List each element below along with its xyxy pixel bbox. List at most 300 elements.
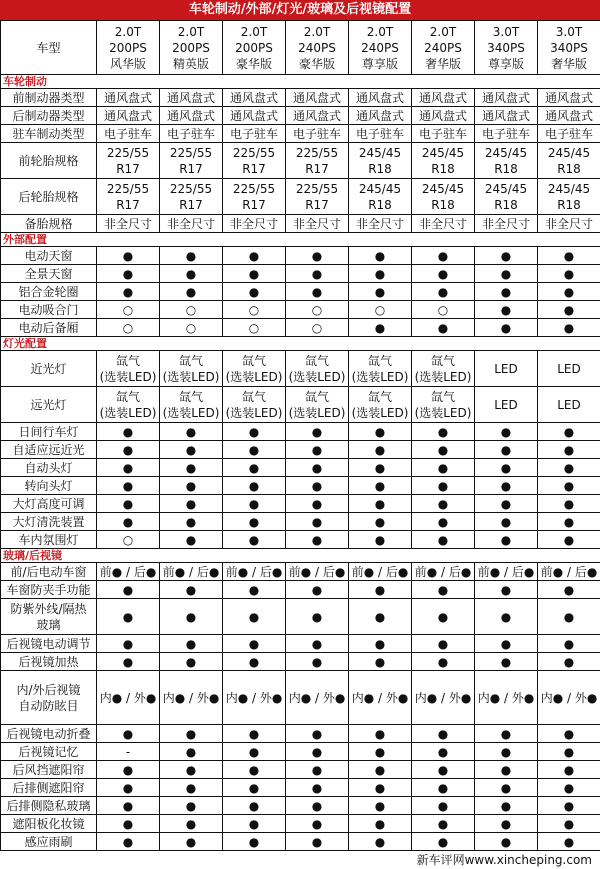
cell-text: (选装LED) bbox=[289, 370, 346, 384]
value-cell bbox=[475, 495, 538, 513]
value-cell bbox=[223, 107, 286, 125]
cell-text: 245/45 bbox=[359, 146, 401, 160]
cell-text: ● bbox=[564, 799, 574, 813]
value-cell bbox=[412, 531, 475, 549]
cell-text: ● bbox=[375, 497, 385, 511]
cell-text: 转向头灯 bbox=[24, 479, 72, 493]
cell-text: ● bbox=[312, 745, 322, 759]
value-cell bbox=[412, 833, 475, 851]
cell-text: 非全尺寸 bbox=[230, 217, 278, 231]
cell-text: 电子驻车 bbox=[104, 127, 152, 141]
value-cell bbox=[286, 513, 349, 531]
value-cell bbox=[349, 563, 412, 581]
cell-text: ● bbox=[438, 583, 448, 597]
cell-text: ● bbox=[564, 835, 574, 849]
cell-text: ○ bbox=[123, 303, 133, 317]
cell-text: ● bbox=[312, 461, 322, 475]
value-cell bbox=[97, 423, 160, 441]
value-cell bbox=[538, 495, 600, 513]
value-cell bbox=[97, 581, 160, 599]
value-cell bbox=[97, 107, 160, 125]
value-cell bbox=[286, 743, 349, 761]
cell-text: 245/45 bbox=[485, 146, 527, 160]
cell-text: ● bbox=[123, 497, 133, 511]
value-cell bbox=[538, 387, 600, 423]
cell-text: 2.0T bbox=[115, 25, 141, 39]
cell-text: 240PS bbox=[298, 41, 336, 55]
cell-text: ● bbox=[312, 781, 322, 795]
value-cell bbox=[97, 387, 160, 423]
cell-text: 225/55 bbox=[296, 146, 338, 160]
cell-text: 245/45 bbox=[359, 182, 401, 196]
cell-text: ● bbox=[564, 249, 574, 263]
row-label bbox=[1, 653, 97, 671]
spec-row bbox=[1, 477, 600, 495]
spec-row bbox=[1, 671, 600, 725]
cell-text: ● bbox=[123, 655, 133, 669]
cell-text: ● bbox=[186, 610, 196, 624]
value-cell bbox=[223, 495, 286, 513]
value-cell bbox=[412, 563, 475, 581]
value-cell bbox=[223, 441, 286, 459]
cell-text: 内● / 外● bbox=[478, 691, 535, 705]
cell-text: ● bbox=[249, 497, 259, 511]
value-cell bbox=[160, 761, 223, 779]
cell-text: ● bbox=[186, 817, 196, 831]
cell-text: 通风盘式 bbox=[482, 91, 530, 105]
cell-text: ● bbox=[501, 497, 511, 511]
cell-text: 后轮胎规格 bbox=[18, 190, 78, 204]
cell-text: ● bbox=[249, 817, 259, 831]
cell-text: 245/45 bbox=[422, 182, 464, 196]
trim-header-4 bbox=[286, 21, 349, 75]
cell-text: ● bbox=[501, 479, 511, 493]
cell-text: 铝合金轮圈 bbox=[18, 285, 78, 299]
value-cell bbox=[475, 761, 538, 779]
cell-text: (选装LED) bbox=[100, 406, 157, 420]
value-cell bbox=[412, 477, 475, 495]
cell-text: ○ bbox=[123, 533, 133, 547]
trim-header-8 bbox=[538, 21, 600, 75]
value-cell bbox=[475, 247, 538, 265]
cell-text: 前● / 后● bbox=[415, 565, 472, 579]
cell-text: 前轮胎规格 bbox=[18, 154, 78, 168]
value-cell bbox=[349, 833, 412, 851]
value-cell bbox=[349, 599, 412, 635]
cell-text: ○ bbox=[438, 303, 448, 317]
row-label bbox=[1, 779, 97, 797]
value-cell bbox=[538, 477, 600, 495]
value-cell bbox=[286, 671, 349, 725]
cell-text: ● bbox=[249, 285, 259, 299]
cell-text: 奢华版 bbox=[551, 57, 587, 71]
value-cell bbox=[223, 581, 286, 599]
value-cell bbox=[160, 815, 223, 833]
value-cell bbox=[97, 797, 160, 815]
cell-text: ● bbox=[375, 533, 385, 547]
cell-text: ● bbox=[375, 637, 385, 651]
spec-row bbox=[1, 125, 600, 143]
cell-text: ● bbox=[564, 267, 574, 281]
cell-text: ● bbox=[186, 799, 196, 813]
cell-text: 通风盘式 bbox=[167, 91, 215, 105]
cell-text: ● bbox=[438, 249, 448, 263]
value-cell bbox=[349, 301, 412, 319]
cell-text: ● bbox=[312, 533, 322, 547]
spec-table bbox=[0, 20, 600, 851]
cell-text: 豪华版 bbox=[236, 57, 272, 71]
value-cell bbox=[412, 283, 475, 301]
cell-text: LED bbox=[494, 398, 518, 412]
cell-text: 通风盘式 bbox=[356, 109, 404, 123]
spec-row bbox=[1, 107, 600, 125]
spec-row bbox=[1, 833, 600, 851]
cell-text: 通风盘式 bbox=[482, 109, 530, 123]
spec-row bbox=[1, 319, 600, 337]
value-cell bbox=[160, 319, 223, 337]
value-cell bbox=[97, 725, 160, 743]
cell-text: 340PS bbox=[487, 41, 525, 55]
cell-text: R17 bbox=[242, 162, 266, 176]
value-cell bbox=[97, 143, 160, 179]
cell-text: ● bbox=[375, 583, 385, 597]
cell-text: 前制动器类型 bbox=[12, 91, 84, 105]
value-cell bbox=[475, 125, 538, 143]
value-cell bbox=[160, 351, 223, 387]
value-cell bbox=[412, 301, 475, 319]
cell-text: ● bbox=[375, 515, 385, 529]
row-label bbox=[1, 387, 97, 423]
cell-text: ● bbox=[123, 515, 133, 529]
cell-text: 通风盘式 bbox=[419, 109, 467, 123]
cell-text: R18 bbox=[557, 162, 581, 176]
value-cell bbox=[475, 477, 538, 495]
cell-text: ● bbox=[501, 763, 511, 777]
cell-text: ○ bbox=[123, 321, 133, 335]
cell-text: ● bbox=[186, 497, 196, 511]
cell-text: ● bbox=[249, 727, 259, 741]
cell-text: ● bbox=[249, 610, 259, 624]
cell-text: 大灯高度可调 bbox=[12, 497, 84, 511]
cell-text: ● bbox=[564, 285, 574, 299]
value-cell bbox=[223, 283, 286, 301]
value-cell bbox=[223, 653, 286, 671]
cell-text: ○ bbox=[186, 321, 196, 335]
cell-text: ● bbox=[501, 745, 511, 759]
value-cell bbox=[538, 125, 600, 143]
cell-text: ● bbox=[564, 321, 574, 335]
value-cell bbox=[538, 671, 600, 725]
value-cell bbox=[475, 441, 538, 459]
cell-text: 氙气 bbox=[305, 390, 329, 404]
cell-text: 225/55 bbox=[170, 182, 212, 196]
spec-row bbox=[1, 581, 600, 599]
cell-text: ● bbox=[249, 835, 259, 849]
cell-text: ● bbox=[438, 425, 448, 439]
spec-row bbox=[1, 441, 600, 459]
cell-text: ● bbox=[123, 637, 133, 651]
cell-text: ● bbox=[186, 267, 196, 281]
spec-row bbox=[1, 351, 600, 387]
value-cell bbox=[349, 423, 412, 441]
value-cell bbox=[223, 301, 286, 319]
row-label bbox=[1, 179, 97, 215]
cell-text: 225/55 bbox=[296, 182, 338, 196]
header-row bbox=[1, 21, 600, 75]
value-cell bbox=[223, 779, 286, 797]
cell-text: ● bbox=[123, 835, 133, 849]
cell-text: ● bbox=[186, 745, 196, 759]
value-cell bbox=[538, 459, 600, 477]
cell-text: 200PS bbox=[172, 41, 210, 55]
cell-text: 玻璃 bbox=[36, 618, 60, 632]
value-cell bbox=[475, 283, 538, 301]
row-label bbox=[1, 513, 97, 531]
value-cell bbox=[286, 599, 349, 635]
cell-text: LED bbox=[557, 398, 581, 412]
value-cell bbox=[475, 513, 538, 531]
header-label: 车型 bbox=[1, 21, 97, 75]
cell-text: 通风盘式 bbox=[293, 109, 341, 123]
cell-text: ● bbox=[375, 461, 385, 475]
cell-text: R18 bbox=[368, 198, 392, 212]
cell-text: 245/45 bbox=[548, 182, 590, 196]
row-label bbox=[1, 351, 97, 387]
cell-text: ● bbox=[186, 533, 196, 547]
cell-text: ○ bbox=[312, 303, 322, 317]
cell-text: ● bbox=[312, 583, 322, 597]
cell-text: R18 bbox=[431, 198, 455, 212]
value-cell bbox=[412, 125, 475, 143]
cell-text: ● bbox=[312, 610, 322, 624]
value-cell bbox=[538, 143, 600, 179]
cell-text: ● bbox=[564, 610, 574, 624]
cell-text: ● bbox=[375, 763, 385, 777]
cell-text: ● bbox=[438, 817, 448, 831]
cell-text: 2.0T bbox=[241, 25, 267, 39]
value-cell bbox=[160, 635, 223, 653]
value-cell bbox=[97, 351, 160, 387]
cell-text: (选装LED) bbox=[352, 370, 409, 384]
value-cell bbox=[412, 495, 475, 513]
value-cell bbox=[412, 143, 475, 179]
cell-text: ● bbox=[564, 727, 574, 741]
cell-text: 内● / 外● bbox=[415, 691, 472, 705]
cell-text: 电子驻车 bbox=[545, 127, 593, 141]
cell-text: ● bbox=[438, 610, 448, 624]
value-cell bbox=[160, 441, 223, 459]
row-label bbox=[1, 815, 97, 833]
value-cell bbox=[160, 743, 223, 761]
cell-text: ● bbox=[249, 745, 259, 759]
value-cell bbox=[223, 89, 286, 107]
cell-text: ○ bbox=[249, 321, 259, 335]
value-cell bbox=[412, 599, 475, 635]
value-cell bbox=[286, 459, 349, 477]
cell-text: ● bbox=[564, 745, 574, 759]
value-cell bbox=[475, 301, 538, 319]
cell-text: ○ bbox=[312, 321, 322, 335]
cell-text: 氙气 bbox=[431, 390, 455, 404]
cell-text: 非全尺寸 bbox=[167, 217, 215, 231]
row-label bbox=[1, 581, 97, 599]
cell-text: 240PS bbox=[424, 41, 462, 55]
spec-row bbox=[1, 423, 600, 441]
cell-text: 非全尺寸 bbox=[104, 217, 152, 231]
value-cell bbox=[412, 441, 475, 459]
cell-text: ● bbox=[501, 583, 511, 597]
value-cell bbox=[349, 215, 412, 233]
section-header bbox=[1, 75, 600, 89]
value-cell bbox=[475, 179, 538, 215]
row-label bbox=[1, 833, 97, 851]
cell-text: ● bbox=[123, 267, 133, 281]
cell-text: ● bbox=[501, 727, 511, 741]
value-cell bbox=[349, 107, 412, 125]
cell-text: ● bbox=[123, 425, 133, 439]
cell-text: ● bbox=[501, 835, 511, 849]
spec-row bbox=[1, 265, 600, 283]
value-cell bbox=[223, 477, 286, 495]
row-label bbox=[1, 743, 97, 761]
value-cell bbox=[475, 459, 538, 477]
cell-text: ● bbox=[312, 835, 322, 849]
cell-text: ● bbox=[438, 781, 448, 795]
value-cell bbox=[97, 89, 160, 107]
cell-text: ● bbox=[438, 321, 448, 335]
spec-row bbox=[1, 743, 600, 761]
cell-text: 氙气 bbox=[305, 354, 329, 368]
cell-text: 前● / 后● bbox=[289, 565, 346, 579]
cell-text: 电动后备厢 bbox=[18, 321, 78, 335]
value-cell bbox=[412, 387, 475, 423]
section-title: 外部配置 bbox=[1, 233, 600, 247]
value-cell bbox=[160, 563, 223, 581]
cell-text: ● bbox=[375, 610, 385, 624]
row-label bbox=[1, 143, 97, 179]
cell-text: 245/45 bbox=[548, 146, 590, 160]
value-cell bbox=[223, 179, 286, 215]
value-cell bbox=[538, 743, 600, 761]
value-cell bbox=[286, 477, 349, 495]
row-label bbox=[1, 423, 97, 441]
trim-header-5 bbox=[349, 21, 412, 75]
cell-text: ● bbox=[501, 515, 511, 529]
cell-text: ● bbox=[564, 461, 574, 475]
row-label bbox=[1, 531, 97, 549]
cell-text: 电子驻车 bbox=[419, 127, 467, 141]
cell-text: ● bbox=[123, 799, 133, 813]
value-cell bbox=[538, 351, 600, 387]
value-cell bbox=[412, 247, 475, 265]
cell-text: 全景天窗 bbox=[24, 267, 72, 281]
cell-text: 内● / 外● bbox=[100, 691, 157, 705]
value-cell bbox=[475, 815, 538, 833]
cell-text: ● bbox=[564, 655, 574, 669]
value-cell bbox=[223, 797, 286, 815]
cell-text: 非全尺寸 bbox=[356, 217, 404, 231]
value-cell bbox=[97, 459, 160, 477]
cell-text: (选装LED) bbox=[226, 370, 283, 384]
cell-text: 精英版 bbox=[173, 57, 209, 71]
value-cell bbox=[349, 761, 412, 779]
cell-text: ● bbox=[501, 285, 511, 299]
cell-text: 通风盘式 bbox=[104, 109, 152, 123]
cell-text: ● bbox=[186, 655, 196, 669]
value-cell bbox=[223, 125, 286, 143]
value-cell bbox=[412, 635, 475, 653]
value-cell bbox=[160, 653, 223, 671]
cell-text: ● bbox=[123, 781, 133, 795]
cell-text: ● bbox=[249, 267, 259, 281]
spec-row bbox=[1, 301, 600, 319]
cell-text: ● bbox=[312, 727, 322, 741]
value-cell bbox=[286, 387, 349, 423]
cell-text: ● bbox=[501, 781, 511, 795]
value-cell bbox=[412, 423, 475, 441]
cell-text: 后视镜加热 bbox=[18, 655, 78, 669]
value-cell bbox=[475, 265, 538, 283]
cell-text: 奢华版 bbox=[425, 57, 461, 71]
value-cell bbox=[160, 387, 223, 423]
value-cell bbox=[160, 247, 223, 265]
cell-text: 尊享版 bbox=[488, 57, 524, 71]
value-cell bbox=[97, 779, 160, 797]
cell-text: ● bbox=[249, 461, 259, 475]
cell-text: ● bbox=[249, 781, 259, 795]
cell-text: R17 bbox=[305, 162, 329, 176]
row-label bbox=[1, 283, 97, 301]
value-cell bbox=[349, 671, 412, 725]
spec-row bbox=[1, 635, 600, 653]
cell-text: ● bbox=[438, 655, 448, 669]
value-cell bbox=[160, 495, 223, 513]
value-cell bbox=[475, 581, 538, 599]
value-cell bbox=[349, 459, 412, 477]
value-cell bbox=[160, 513, 223, 531]
value-cell bbox=[97, 247, 160, 265]
value-cell bbox=[286, 265, 349, 283]
value-cell bbox=[160, 125, 223, 143]
value-cell bbox=[97, 513, 160, 531]
row-label bbox=[1, 477, 97, 495]
cell-text: R17 bbox=[179, 162, 203, 176]
cell-text: 前● / 后● bbox=[352, 565, 409, 579]
value-cell bbox=[412, 215, 475, 233]
cell-text: ● bbox=[438, 285, 448, 299]
value-cell bbox=[538, 513, 600, 531]
value-cell bbox=[538, 599, 600, 635]
value-cell bbox=[349, 743, 412, 761]
cell-text: ● bbox=[438, 763, 448, 777]
cell-text: 电子驻车 bbox=[293, 127, 341, 141]
spec-row bbox=[1, 563, 600, 581]
cell-text: 遮阳板化妆镜 bbox=[12, 817, 84, 831]
cell-text: ● bbox=[249, 249, 259, 263]
cell-text: 2.0T bbox=[367, 25, 393, 39]
cell-text: 后排侧隐私玻璃 bbox=[6, 799, 90, 813]
value-cell bbox=[97, 743, 160, 761]
spec-row bbox=[1, 599, 600, 635]
value-cell bbox=[160, 581, 223, 599]
trim-header-2 bbox=[160, 21, 223, 75]
value-cell bbox=[475, 387, 538, 423]
value-cell bbox=[475, 779, 538, 797]
value-cell bbox=[538, 581, 600, 599]
cell-text: 前● / 后● bbox=[541, 565, 598, 579]
value-cell bbox=[160, 797, 223, 815]
value-cell bbox=[286, 761, 349, 779]
